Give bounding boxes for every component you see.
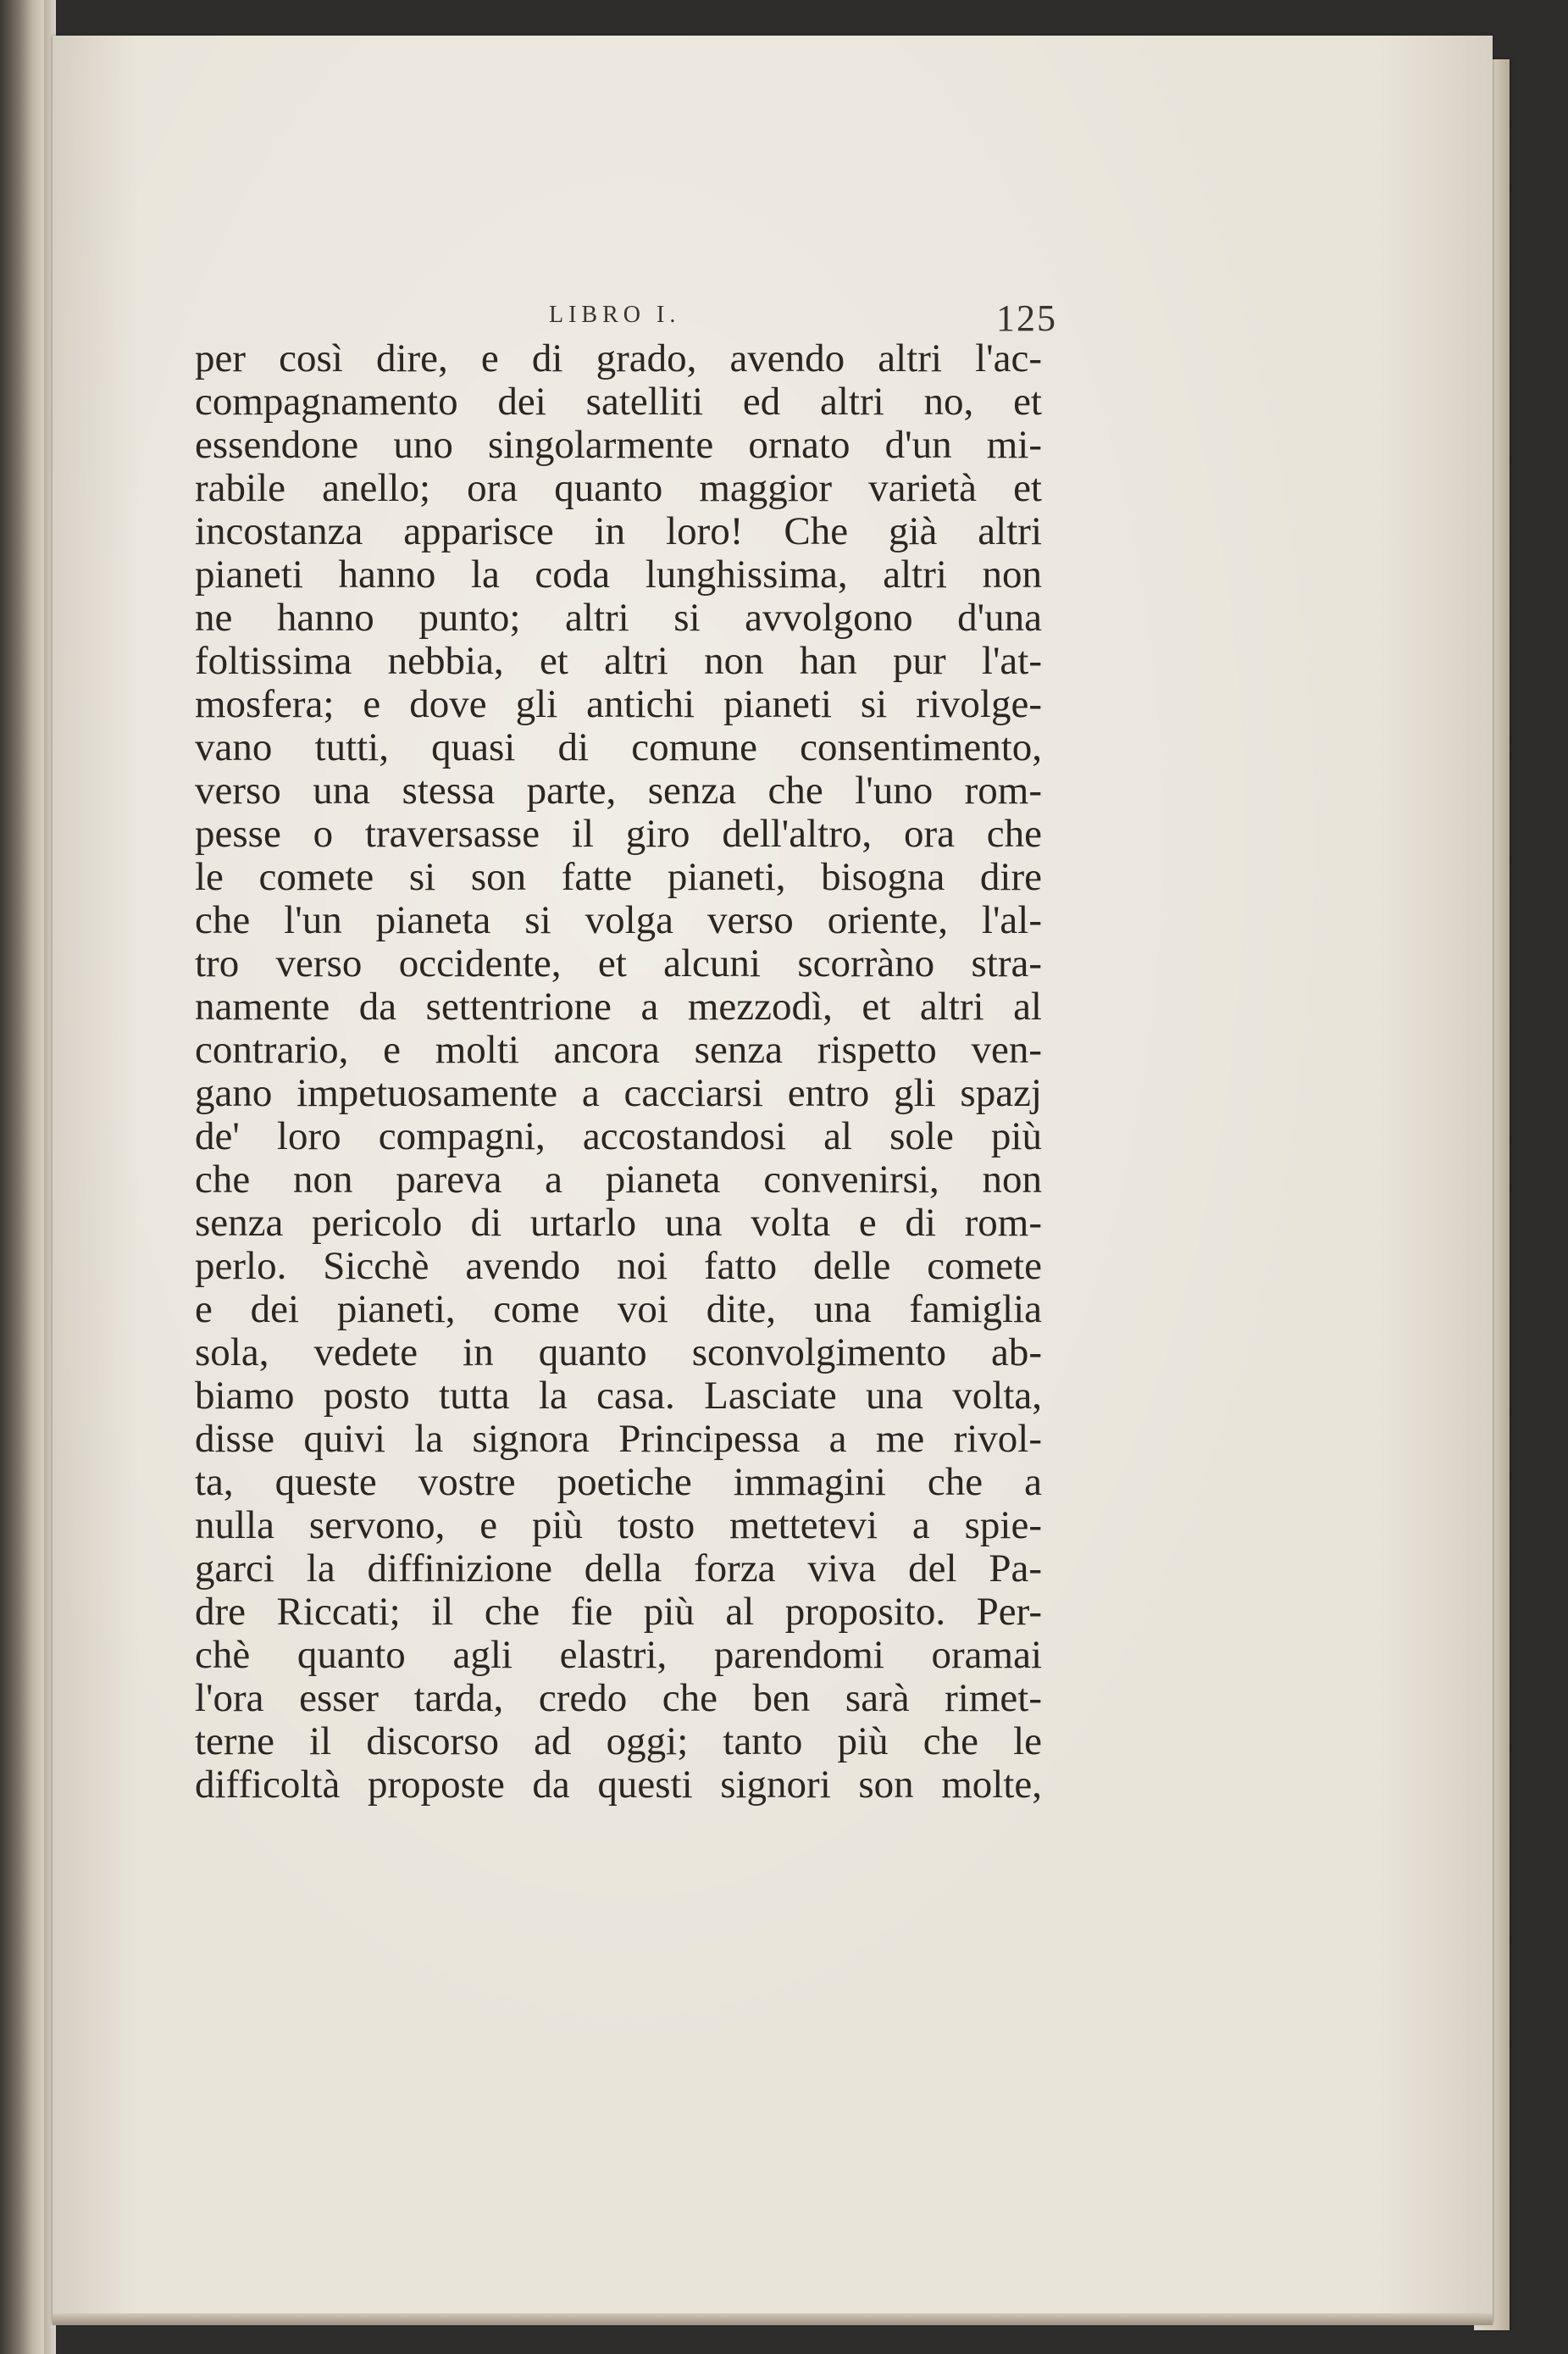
- text-line: ne hanno punto; altri si avvolgono d'una: [195, 596, 1042, 640]
- text-line: nulla servono, e più tosto mettetevi a spie-: [195, 1503, 1042, 1547]
- text-line: contrario, e molti ancora senza rispetto ven-: [195, 1028, 1042, 1072]
- text-line: foltissima nebbia, et altri non han pur l'at-: [195, 639, 1042, 683]
- text-line: pianeti hanno la coda lunghissima, altri non: [195, 552, 1042, 597]
- text-line: mosfera; e dove gli antichi pianeti si rivolge-: [195, 682, 1042, 726]
- text-line: biamo posto tutta la casa. Lasciate una volta,: [195, 1374, 1042, 1418]
- text-line: e dei pianeti, come voi dite, una famiglia: [195, 1287, 1042, 1331]
- text-line: che l'un pianeta si volga verso oriente, l'al-: [195, 898, 1042, 942]
- text-line: dre Riccati; il che fie più al proposito. Per-: [195, 1590, 1042, 1634]
- book-title: LIBRO I.: [549, 302, 681, 328]
- text-line: per così dire, e di grado, avendo altri l'ac-: [195, 336, 1042, 380]
- text-line: difficoltà proposte da questi signori son molte,: [195, 1763, 1042, 1807]
- text-line: essendone uno singolarmente ornato d'un mi-: [195, 423, 1042, 467]
- text-line: sola, vedete in quanto sconvolgimento ab-: [195, 1330, 1042, 1374]
- text-line: namente da settentrione a mezzodì, et altri al: [195, 985, 1042, 1029]
- text-line: verso una stessa parte, senza che l'uno rom-: [195, 769, 1042, 813]
- text-line: le comete si son fatte pianeti, bisogna dire: [195, 855, 1042, 899]
- text-line: pesse o traversasse il giro dell'altro, ora che: [195, 812, 1042, 856]
- text-line: chè quanto agli elastri, parendomi oramai: [195, 1633, 1042, 1677]
- text-line: gano impetuosamente a cacciarsi entro gli spazj: [195, 1071, 1042, 1115]
- text-line: senza pericolo di urtarlo una volta e di rom-: [195, 1201, 1042, 1245]
- text-line: perlo. Sicchè avendo noi fatto delle comete: [195, 1244, 1042, 1288]
- text-line: tro verso occidente, et alcuni scorràno stra-: [195, 941, 1042, 985]
- book-page: [53, 36, 1493, 2323]
- left-page-edge: [0, 0, 44, 2354]
- text-line: disse quivi la signora Principessa a me rivol-: [195, 1417, 1042, 1461]
- text-line: rabile anello; ora quanto maggior varietà et: [195, 466, 1042, 510]
- text-line: vano tutti, quasi di comune consentimento,: [195, 725, 1042, 769]
- text-line: incostanza apparisce in loro! Che già altri: [195, 509, 1042, 553]
- text-line: ta, queste vostre poetiche immagini che a: [195, 1460, 1042, 1504]
- text-line: de' loro compagni, accostandosi al sole più: [195, 1114, 1042, 1158]
- page-number: 125: [996, 297, 1057, 339]
- text-line: l'ora esser tarda, credo che ben sarà rimet-: [195, 1676, 1042, 1720]
- body-text: [195, 337, 1042, 1807]
- page-bottom-edge: [53, 2313, 1493, 2325]
- text-line: compagnamento dei satelliti ed altri no, et: [195, 380, 1042, 424]
- text-line: che non pareva a pianeta convenirsi, non: [195, 1158, 1042, 1202]
- text-line: terne il discorso ad oggi; tanto più che le: [195, 1719, 1042, 1763]
- text-line: garci la diffinizione della forza viva del Pa-: [195, 1546, 1042, 1591]
